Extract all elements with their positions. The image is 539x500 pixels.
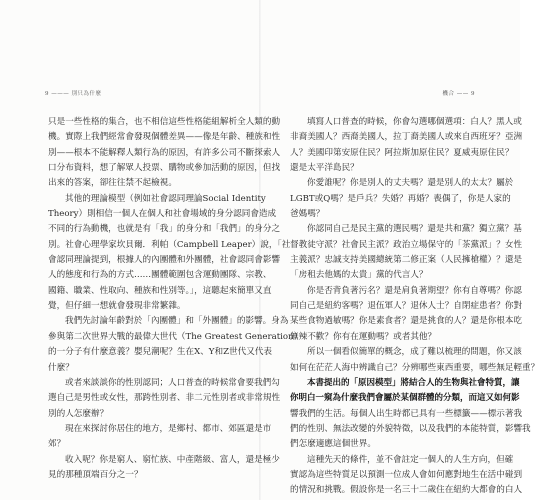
text-line	[48, 345, 273, 360]
text-line	[290, 361, 539, 376]
line-text: 某些食物過敏嗎？你是素食者？還是挑食的人？還是你根本吃	[290, 316, 523, 327]
line-text: 國籍、職業、性取向、種族和性別等。」，這聽起來簡單又直	[48, 285, 272, 296]
line-text: 我們先討論年齡對於「內團體」和「外團體」的影響。身為	[65, 316, 289, 327]
text-line	[48, 468, 233, 483]
left-running-head: 9 ——— 別只為什麼	[45, 91, 102, 97]
text-line	[48, 299, 233, 314]
text-line	[290, 146, 514, 161]
line-text: 們的性別、無法改變的外貌特徵，以及我們的本能特質，影響我	[290, 423, 531, 434]
line-text: 的情況和挑戰。假設你是一名三十二歲住在紐約大都會的白人	[290, 485, 523, 496]
text-line	[48, 207, 277, 222]
text-line	[290, 192, 511, 207]
text-line	[290, 437, 475, 452]
line-text: 們怎麼適應這個世界。	[290, 439, 376, 450]
line-text: 本書提出的「原因模型」將結合人的生物與社會特質，讓	[307, 377, 520, 388]
text-line	[290, 222, 522, 237]
text-line	[290, 483, 523, 498]
text-line	[48, 437, 233, 452]
text-line	[48, 268, 272, 283]
line-text: 的一分子有什麼意義？嬰兒潮呢？生在X、Y和Z世代又代表	[48, 347, 273, 358]
line-text: 如何在茫茫人海中辨識自己？分辨哪些東西重要，哪些無足輕重？	[290, 362, 539, 373]
text-line	[290, 468, 523, 483]
line-text: 現在來探討你居住的地方，是鄉村、都市、郊區還是市	[65, 423, 272, 434]
line-text: Theory）則相信一個人在個人和社會場域的身分認同會造成	[48, 209, 277, 220]
text-line	[48, 130, 281, 145]
text-line	[290, 130, 523, 145]
text-line	[290, 284, 522, 299]
line-text: 或者來談談你的性別認同；人口普查的時候常會要我們勾	[65, 377, 280, 388]
line-text: 見的那種頂端百分之一？	[48, 469, 143, 480]
text-line	[48, 330, 303, 345]
line-text: 不同的行為動機，也就是有「我」的身分和「我們」的身分之	[48, 224, 281, 235]
line-text: 督教徒守派？社會民主派？政治立場保守的「茶黨派」？女性	[290, 239, 523, 250]
text-line	[48, 253, 281, 268]
text-line	[48, 238, 291, 253]
line-text: 別。社會心理學家坎貝爾．利帕（Campbell Leaper）說，「社	[48, 239, 291, 250]
text-line	[48, 391, 281, 406]
left-text-block	[48, 115, 303, 483]
right-text-block	[290, 115, 539, 499]
line-text: 人的態度和行為的方式……團體範圍包含運動團隊、宗教、	[48, 270, 272, 281]
line-text: 覺，但仔細一想就會發現非常繁雜。	[48, 301, 186, 312]
line-text: 同自己是紐約客嗎？退伍軍人？退休人士？自閉症患者？你對	[290, 301, 523, 312]
text-line	[48, 176, 233, 191]
line-text: 其他的理論模型（例如社會認同理論Social Identity	[65, 193, 266, 204]
line-text: 你明白一窺為什麼我們會屬於某個群體的分類，而這又如何影	[290, 393, 520, 404]
text-line	[290, 314, 523, 329]
text-line	[48, 161, 281, 176]
right-running-head: 機合 —— 9	[442, 91, 475, 97]
line-text: 參與第二次世界大戰的最偉大世代（The Greatest Generation）	[48, 331, 303, 342]
right-page	[260, 0, 539, 500]
line-text: 你愛誰呢？你是別人的丈夫嗎？還是別人的太太？屬於	[307, 178, 514, 189]
line-text: 出來的答案，卻往往禁不起檢視。	[48, 178, 177, 189]
line-text: 別——根本不能解釋人類行為的原因，有許多公司不斷探索人	[48, 147, 281, 158]
text-line	[48, 146, 281, 161]
line-text: 口分布資料，想了解眾人投票、購物或參加活動的原因，但找	[48, 163, 281, 174]
text-line	[290, 207, 475, 222]
text-line	[48, 376, 280, 391]
line-text: 填寫人口普查的時候，你會勾選哪個選項：白人？黑人或	[307, 117, 522, 127]
text-line	[290, 176, 514, 191]
line-text: 會認同理論提到，根據人的內團體和外團體，社會認同會影響	[48, 255, 281, 266]
text-line	[290, 161, 475, 176]
line-text: 你認同自己是民主黨的選民嗎？還是共和黨？獨立黨？基	[307, 224, 522, 235]
text-line	[290, 330, 475, 345]
text-line	[48, 284, 272, 299]
text-line	[290, 268, 475, 283]
line-text: 爸媽嗎？	[290, 209, 325, 220]
text-line	[48, 192, 266, 207]
line-text: 收入呢？你是窮人、窮忙族、中產階級、富人，還是極少	[65, 454, 280, 465]
text-line	[48, 453, 280, 468]
line-text: 還是太平洋島民？	[290, 163, 359, 174]
line-text: 主義派？忠誠支持美國總統第二修正案（人民擁槍權）？還是	[290, 255, 523, 266]
text-line	[48, 422, 272, 437]
text-line	[48, 407, 233, 422]
text-line	[290, 453, 514, 468]
line-text: 人？美國印第安原住民？阿拉斯加原住民？夏威夷原住民？	[290, 147, 514, 158]
text-line	[290, 376, 520, 391]
line-text: 你是否背負著污名？還是肩負著期望？你有自尊嗎？你認	[307, 285, 522, 296]
line-text: 實認為這些特質足以預測一位成人會如何應對地生在活中碰到	[290, 469, 523, 480]
text-line	[290, 422, 531, 437]
text-line	[290, 238, 523, 253]
text-line	[290, 115, 522, 130]
line-text: 「房租去他媽的太貴」黨的代言人？	[290, 270, 428, 281]
line-text: 郊？	[48, 439, 66, 450]
line-text: 非裔美國人？西裔美國人，拉丁裔美國人或來自西班牙？亞洲	[290, 132, 523, 143]
line-text: 所以一個看似簡單的概念，成了難以梳理的問題，你又該	[307, 347, 522, 358]
line-text: 機。實際上我們經常會發現個體差異——像是年齡、種族和性	[48, 132, 281, 143]
text-line	[290, 345, 522, 360]
text-line	[290, 299, 523, 314]
text-line	[48, 361, 233, 376]
line-text: 什麼？	[48, 362, 74, 373]
line-text: 這種先天的條件，並不會註定一個人的人生方向，但確	[307, 454, 514, 465]
line-text: 選自己是男性或女性，那跨性別者、非二元性別者或非常規性	[48, 393, 281, 404]
text-line	[48, 314, 289, 329]
text-line	[290, 253, 523, 268]
text-line	[48, 115, 281, 130]
line-text: 響我們的生活。每個人出生時都已具有一些標籤——標示著我	[290, 408, 523, 419]
line-text: 只是一些性格的集合，也不相信這些性格能組解析全人類的動	[48, 117, 281, 127]
text-line	[290, 407, 523, 422]
text-line	[48, 222, 281, 237]
line-text: 無辣不歡？你有在運動嗎？或者其他？	[290, 331, 437, 342]
text-line	[290, 391, 520, 406]
line-text: LGBT或Q嗎？是戶兵？失婚？再婚？喪偶了，你是人家的	[290, 193, 511, 204]
line-text: 別的人怎麼辦？	[48, 408, 109, 419]
